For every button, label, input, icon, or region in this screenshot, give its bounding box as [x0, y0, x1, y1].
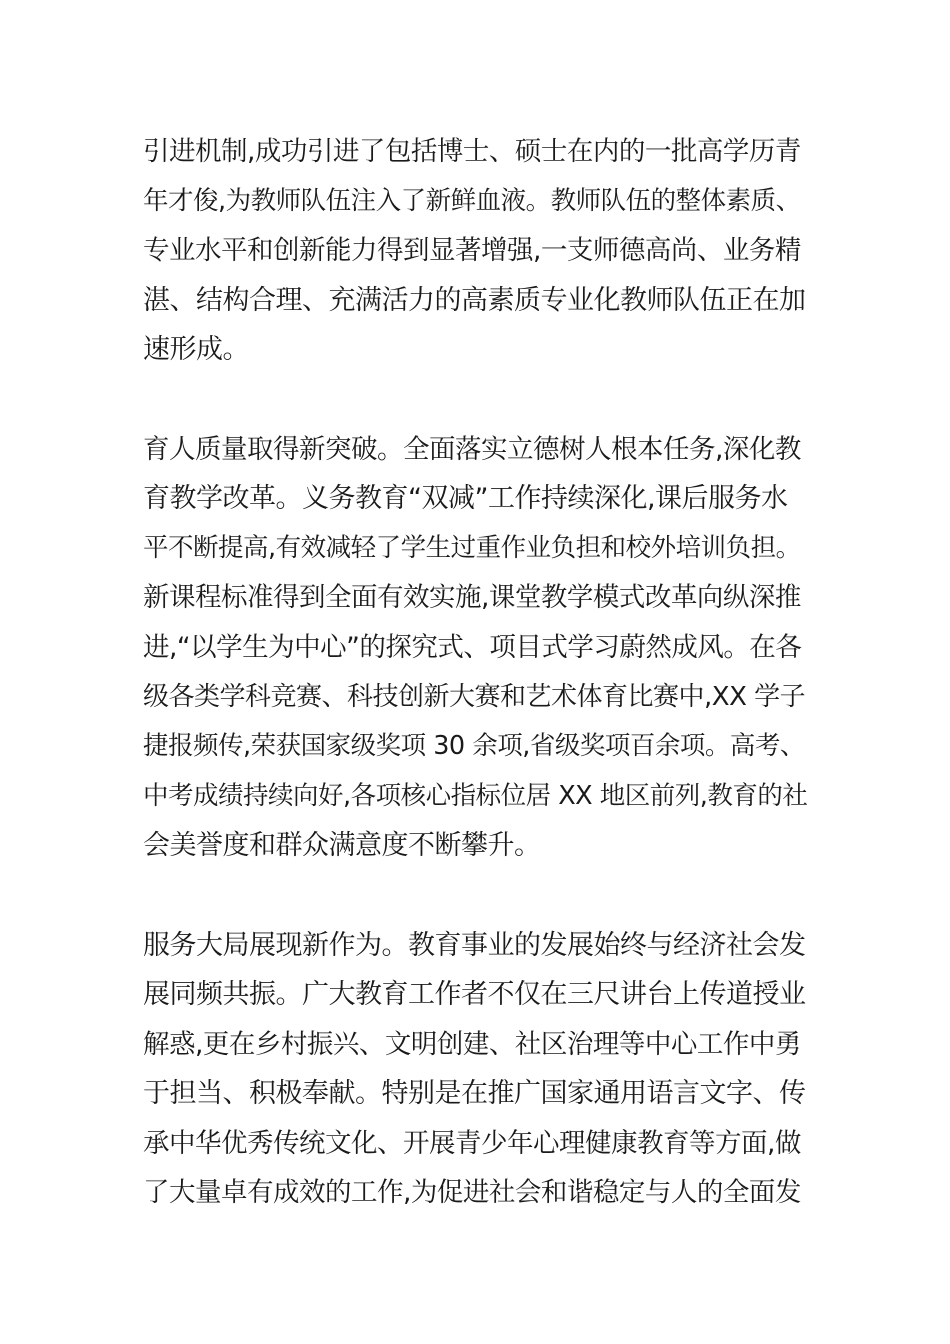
text-line: 会美誉度和群众满意度不断攀升。: [143, 830, 541, 862]
text-line: 展同频共振。广大教育工作者不仅在三尺讲台上传道授业: [143, 979, 806, 1011]
text-line: 级各类学科竞赛、科技创新大赛和艺术体育比赛中,XX 学子: [143, 681, 806, 712]
document-body: [143, 127, 811, 1218]
text-line: 解惑,更在乡村振兴、文明创建、社区治理等中心工作中勇: [143, 1028, 801, 1060]
paragraph-spacer: [143, 871, 811, 921]
text-line: 年才俊,为教师队伍注入了新鲜血液。教师队伍的整体素质、: [143, 185, 801, 216]
text-line: 承中华优秀传统文化、开展青少年心理健康教育等方面,做: [143, 1127, 801, 1159]
paragraph-serving-overall: [143, 921, 811, 1219]
text-line: 捷报频传,荣获国家级奖项 30 余项,省级奖项百余项。高考、: [143, 731, 805, 762]
text-line: 育人质量取得新突破。全面落实立德树人根本任务,深化教: [143, 433, 801, 465]
text-line: 服务大局展现新作为。教育事业的发展始终与经济社会发: [143, 929, 806, 961]
text-line: 引进机制,成功引进了包括博士、硕士在内的一批高学历青: [143, 136, 801, 167]
text-line: 育教学改革。义务教育“双减”工作持续深化,课后服务水: [143, 483, 788, 515]
text-line: 进,“以学生为中心”的探究式、项目式学习蔚然成风。在各: [143, 631, 802, 663]
text-line: 中考成绩持续向好,各项核心指标位居 XX 地区前列,教育的社: [143, 780, 808, 811]
text-line: 平不断提高,有效减轻了学生过重作业负担和校外培训负担。: [143, 532, 801, 563]
text-line: 了大量卓有成效的工作,为促进社会和谐稳定与人的全面发: [143, 1177, 801, 1209]
text-line: 于担当、积极奉献。特别是在推广国家通用语言文字、传: [143, 1078, 806, 1110]
text-line: 速形成。: [143, 334, 249, 366]
text-line: 新课程标准得到全面有效实施,课堂教学模式改革向纵深推: [143, 582, 801, 614]
paragraph-teacher-team: [143, 127, 811, 375]
text-line: 湛、结构合理、充满活力的高素质专业化教师队伍正在加: [143, 284, 806, 316]
paragraph-spacer: [143, 375, 811, 425]
text-line: 专业水平和创新能力得到显著增强,一支师德高尚、业务精: [143, 235, 801, 267]
paragraph-education-quality: [143, 425, 811, 871]
